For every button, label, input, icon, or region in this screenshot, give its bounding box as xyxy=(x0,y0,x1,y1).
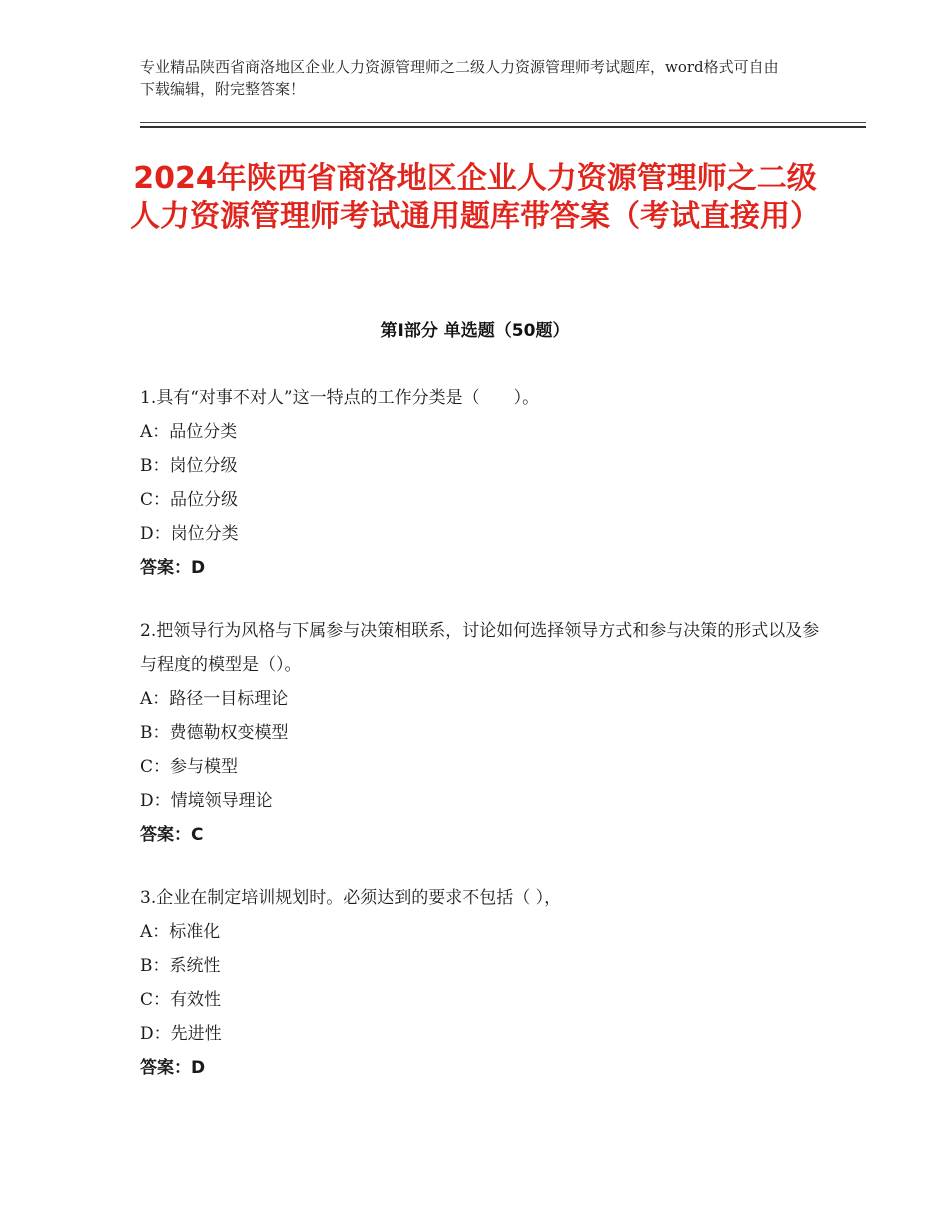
question-1 xyxy=(140,381,820,585)
question-3 xyxy=(140,881,820,1085)
question-text: 2.把领导行为风格与下属参与决策相联系，讨论如何选择领导方式和参与决策的形式以及参与程度的模型是（）。 xyxy=(140,621,820,675)
option-b: B：系统性 xyxy=(140,956,221,976)
option-a: A：路径一目标理论 xyxy=(140,689,289,709)
option-c: C：参与模型 xyxy=(140,757,239,777)
answer: 答案：C xyxy=(140,825,204,845)
question-2 xyxy=(140,614,820,852)
option-d: D：岗位分类 xyxy=(140,524,239,544)
option-a: A：标准化 xyxy=(140,922,221,942)
option-a: A：品位分类 xyxy=(140,422,238,442)
answer: 答案：D xyxy=(140,558,206,578)
header-divider-thin xyxy=(140,122,866,123)
header-note: 专业精品陕西省商洛地区企业人力资源管理师之二级人力资源管理师考试题库，word格式可自由下载编辑，附完整答案！ xyxy=(140,58,779,98)
option-c: C：品位分级 xyxy=(140,490,239,510)
question-text: 1.具有“对事不对人”这一特点的工作分类是（ ）。 xyxy=(140,388,540,408)
document-title: 2024年陕西省商洛地区企业人力资源管理师之二级人力资源管理师考试通用题库带答案（考试直接用） xyxy=(130,161,820,234)
option-c: C：有效性 xyxy=(140,990,222,1010)
option-b: B：岗位分级 xyxy=(140,456,238,476)
option-d: D：情境领导理论 xyxy=(140,791,273,811)
option-b: B：费德勒权变模型 xyxy=(140,723,289,743)
question-text: 3.企业在制定培训规划时。必须达到的要求不包括（ ）， xyxy=(140,888,562,908)
header-divider-thick xyxy=(140,126,866,128)
question-list xyxy=(140,381,820,1114)
answer: 答案：D xyxy=(140,1058,206,1078)
section-title: 第Ⅰ部分 单选题（50题） xyxy=(380,321,570,341)
option-d: D：先进性 xyxy=(140,1024,222,1044)
